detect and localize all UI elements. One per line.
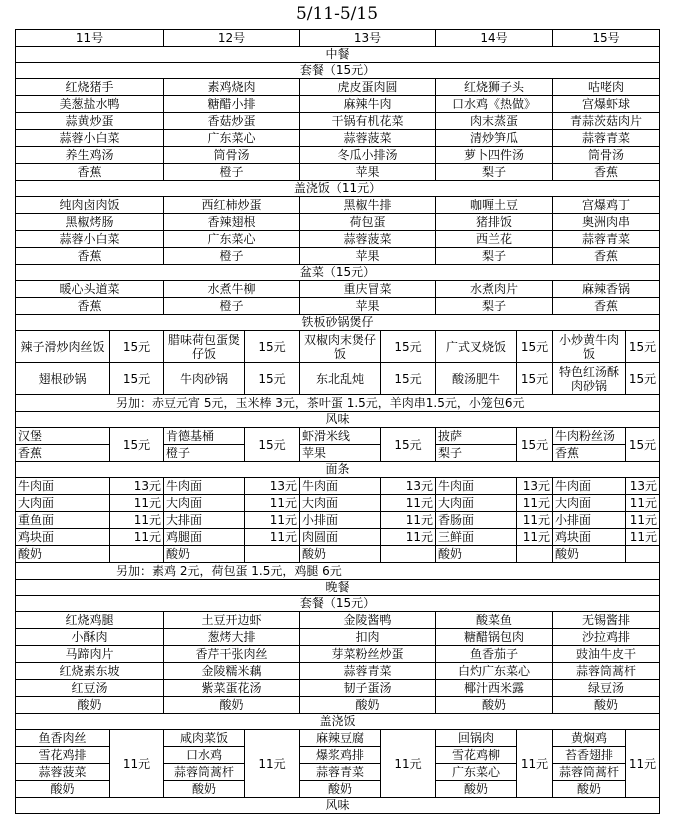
dish-cell: 咸肉菜饭 (164, 730, 245, 747)
dish-cell: 腊味荷包蛋煲仔饭 (164, 331, 245, 363)
dish-cell: 酸奶 (553, 546, 626, 563)
lunch-basin-row (16, 281, 660, 298)
iron-note-row (16, 395, 660, 412)
dish-cell: 大肉面 (553, 495, 626, 512)
section-header-row (16, 47, 660, 63)
dish-cell: 牛肉粉丝汤 (553, 428, 626, 445)
menu-item-cell: 筒骨汤 (553, 147, 660, 164)
price-cell: 13元 (110, 478, 164, 495)
price-cell: 11元 (110, 495, 164, 512)
price-cell: 13元 (381, 478, 436, 495)
menu-item-cell: 西兰花 (436, 231, 553, 248)
menu-item-cell: 蒜蓉菠菜 (300, 130, 436, 147)
price-cell: 11元 (245, 529, 300, 546)
menu-item-cell: 香菇炒蛋 (164, 113, 300, 130)
section-header-row (16, 798, 660, 814)
price-cell: 11元 (245, 730, 300, 798)
dish-cell: 苔香翅排 (553, 747, 626, 764)
noodle-row (16, 495, 660, 512)
price-cell: 11元 (626, 529, 660, 546)
menu-item-cell: 麻辣香锅 (553, 281, 660, 298)
dish-cell: 牛肉砂锅 (164, 363, 245, 395)
price-cell: 15元 (381, 331, 436, 363)
price-cell: 15元 (626, 428, 660, 462)
menu-item-cell: 橙子 (164, 248, 300, 265)
menu-item-cell: 酸奶 (16, 697, 164, 714)
noodle-row (16, 478, 660, 495)
price-cell: 15元 (245, 363, 300, 395)
section-header: 风味 (16, 412, 660, 428)
empty-cell (110, 546, 164, 563)
lunch-rice-row (16, 197, 660, 214)
menu-item-cell: 黑椒牛排 (300, 197, 436, 214)
menu-item-cell: 猪排饭 (436, 214, 553, 231)
menu-item-cell: 水煮肉片 (436, 281, 553, 298)
dish-cell: 爆浆鸡排 (300, 747, 381, 764)
menu-item-cell: 红豆汤 (16, 680, 164, 697)
menu-item-cell: 蒜蓉小白菜 (16, 231, 164, 248)
menu-item-cell: 芽菜粉丝炒蛋 (300, 646, 436, 663)
section-header: 套餐（15元） (16, 596, 660, 612)
menu-item-cell: 梨子 (436, 298, 553, 315)
dish-cell: 肯德基桶 (164, 428, 245, 445)
dish-cell: 大肉面 (436, 495, 517, 512)
dish-cell: 苹果 (300, 445, 381, 462)
price-cell: 11元 (626, 730, 660, 798)
menu-item-cell: 苹果 (300, 298, 436, 315)
section-header-row (16, 580, 660, 596)
price-cell: 15元 (626, 331, 660, 363)
menu-item-cell: 橙子 (164, 298, 300, 315)
dish-cell: 鸡块面 (553, 529, 626, 546)
menu-item-cell: 香蕉 (16, 298, 164, 315)
price-cell: 15元 (517, 363, 553, 395)
section-header-row (16, 63, 660, 79)
menu-item-cell: 荷包蛋 (300, 214, 436, 231)
price-cell: 11元 (517, 529, 553, 546)
price-cell: 11元 (110, 730, 164, 798)
dish-cell: 辣子滑炒肉丝饭 (16, 331, 110, 363)
menu-item-cell: 豉油牛皮干 (553, 646, 660, 663)
weekly-menu-table (15, 29, 660, 814)
menu-item-cell: 蒜蓉小白菜 (16, 130, 164, 147)
menu-item-cell: 无锡酱排 (553, 612, 660, 629)
lunch-rice-row (16, 248, 660, 265)
day-header: 14号 (436, 30, 553, 47)
menu-item-cell: 黑椒烤肠 (16, 214, 164, 231)
section-header-row (16, 265, 660, 281)
price-cell: 15元 (381, 363, 436, 395)
menu-item-cell: 蒜蓉青菜 (300, 663, 436, 680)
dish-cell: 广东菜心 (436, 764, 517, 781)
menu-item-cell: 西红柿炒蛋 (164, 197, 300, 214)
menu-item-cell: 香辣翅根 (164, 214, 300, 231)
dish-cell: 大肉面 (16, 495, 110, 512)
price-cell: 11元 (517, 730, 553, 798)
menu-title: 5/11-5/15 (295, 4, 379, 24)
price-cell: 11元 (110, 529, 164, 546)
day-header: 12号 (164, 30, 300, 47)
price-cell: 13元 (626, 478, 660, 495)
price-cell: 11元 (381, 512, 436, 529)
menu-item-cell: 蒜蓉筒蒿杆 (553, 663, 660, 680)
extra-note: 另加：赤豆元宵 5元，玉米棒 3元，茶叶蛋 1.5元，羊肉串1.5元，小笼包6元 (16, 395, 660, 412)
dish-cell: 广式叉烧饭 (436, 331, 517, 363)
dish-cell: 酸奶 (436, 781, 517, 798)
dinner-set-row (16, 646, 660, 663)
menu-item-cell: 口水鸡《热做》 (436, 96, 553, 113)
dish-cell: 酸奶 (164, 546, 245, 563)
price-cell: 15元 (245, 428, 300, 462)
dish-cell: 香蕉 (553, 445, 626, 462)
menu-item-cell: 沙拉鸡排 (553, 629, 660, 646)
day-header: 15号 (553, 30, 660, 47)
section-header-row (16, 462, 660, 478)
dish-cell: 牛肉面 (164, 478, 245, 495)
day-header: 11号 (16, 30, 164, 47)
menu-item-cell: 绿豆汤 (553, 680, 660, 697)
section-header-row (16, 315, 660, 331)
dish-cell: 酸汤肥牛 (436, 363, 517, 395)
menu-item-cell: 青蒜茨菇肉片 (553, 113, 660, 130)
menu-item-cell: 鱼香茄子 (436, 646, 553, 663)
menu-item-cell: 酸菜鱼 (436, 612, 553, 629)
price-cell: 11元 (626, 512, 660, 529)
menu-item-cell: 筒骨汤 (164, 147, 300, 164)
section-header: 晚餐 (16, 580, 660, 596)
dish-cell: 汉堡 (16, 428, 110, 445)
empty-cell (245, 546, 300, 563)
dish-cell: 酸奶 (16, 781, 110, 798)
price-cell: 11元 (381, 529, 436, 546)
price-cell: 11元 (517, 512, 553, 529)
dish-cell: 特色红汤酥肉砂锅 (553, 363, 626, 395)
menu-item-cell: 广东菜心 (164, 231, 300, 248)
menu-item-cell: 养生鸡汤 (16, 147, 164, 164)
price-cell: 11元 (626, 495, 660, 512)
price-cell: 11元 (245, 512, 300, 529)
day-header: 13号 (300, 30, 436, 47)
menu-item-cell: 小酥肉 (16, 629, 164, 646)
empty-cell (517, 546, 553, 563)
dish-cell: 小排面 (553, 512, 626, 529)
menu-item-cell: 香芹干张肉丝 (164, 646, 300, 663)
iron-row (16, 331, 660, 363)
dinner-set-row (16, 629, 660, 646)
dinner-set-row (16, 680, 660, 697)
dinner-set-row (16, 612, 660, 629)
dish-cell: 牛肉面 (300, 478, 381, 495)
dish-cell: 三鲜面 (436, 529, 517, 546)
dish-cell: 牛肉面 (553, 478, 626, 495)
price-cell: 13元 (245, 478, 300, 495)
price-cell: 15元 (110, 428, 164, 462)
section-header-row (16, 412, 660, 428)
menu-item-cell: 干锅有机花菜 (300, 113, 436, 130)
dish-cell: 小排面 (300, 512, 381, 529)
menu-item-cell: 咖喱土豆 (436, 197, 553, 214)
menu-item-cell: 冬瓜小排汤 (300, 147, 436, 164)
dish-cell: 酸奶 (16, 546, 110, 563)
dish-cell: 雪花鸡柳 (436, 747, 517, 764)
menu-item-cell: 梨子 (436, 164, 553, 181)
menu-item-cell: 红烧鸡腿 (16, 612, 164, 629)
dish-cell: 大肉面 (300, 495, 381, 512)
price-cell: 15元 (381, 428, 436, 462)
section-header-row (16, 181, 660, 197)
iron-row (16, 363, 660, 395)
price-cell: 15元 (110, 363, 164, 395)
dish-cell: 酸奶 (164, 781, 245, 798)
dish-cell: 橙子 (164, 445, 245, 462)
lunch-set-row (16, 164, 660, 181)
menu-item-cell: 金陵酱鸭 (300, 612, 436, 629)
dish-cell: 重鱼面 (16, 512, 110, 529)
dish-cell: 麻辣豆腐 (300, 730, 381, 747)
section-header: 盆菜（15元） (16, 265, 660, 281)
menu-item-cell: 苹果 (300, 164, 436, 181)
noodle-row (16, 529, 660, 546)
menu-item-cell: 糖醋锅包肉 (436, 629, 553, 646)
dish-cell: 蒜蓉筒蒿杆 (553, 764, 626, 781)
menu-item-cell: 红烧狮子头 (436, 79, 553, 96)
price-cell: 11元 (110, 512, 164, 529)
price-cell: 15元 (626, 363, 660, 395)
section-header-row (16, 596, 660, 612)
menu-item-cell: 咕咾肉 (553, 79, 660, 96)
menu-item-cell: 美葱盐水鸭 (16, 96, 164, 113)
menu-item-cell: 肉末蒸蛋 (436, 113, 553, 130)
menu-item-cell: 橙子 (164, 164, 300, 181)
menu-item-cell: 红烧素东坡 (16, 663, 164, 680)
menu-item-cell: 紫菜蛋花汤 (164, 680, 300, 697)
dish-cell: 雪花鸡排 (16, 747, 110, 764)
price-cell: 15元 (517, 428, 553, 462)
menu-item-cell: 素鸡烧肉 (164, 79, 300, 96)
menu-item-cell: 水煮牛柳 (164, 281, 300, 298)
menu-item-cell: 香蕉 (16, 248, 164, 265)
dinner-rice-row (16, 730, 660, 747)
menu-item-cell: 奥洲肉串 (553, 214, 660, 231)
lunch-basin-row (16, 298, 660, 315)
menu-item-cell: 香蕉 (16, 164, 164, 181)
dish-cell: 口水鸡 (164, 747, 245, 764)
lunch-set-row (16, 113, 660, 130)
dish-cell: 东北乱炖 (300, 363, 381, 395)
day-header-row (16, 30, 660, 47)
yogurt-row (16, 546, 660, 563)
price-cell: 11元 (245, 495, 300, 512)
price-cell: 13元 (517, 478, 553, 495)
dish-cell: 黄焖鸡 (553, 730, 626, 747)
menu-item-cell: 虎皮蛋肉圆 (300, 79, 436, 96)
menu-item-cell: 酸奶 (553, 697, 660, 714)
menu-item-cell: 纯肉卤肉饭 (16, 197, 164, 214)
price-cell: 11元 (381, 495, 436, 512)
dinner-set-row (16, 663, 660, 680)
menu-item-cell: 香蕉 (553, 164, 660, 181)
section-header: 铁板砂锅煲仔 (16, 315, 660, 331)
menu-item-cell: 糖醋小排 (164, 96, 300, 113)
dish-cell: 披萨 (436, 428, 517, 445)
section-header-row (16, 714, 660, 730)
dish-cell: 蒜蓉筒蒿杆 (164, 764, 245, 781)
dish-cell: 肉圆面 (300, 529, 381, 546)
menu-item-cell: 扣肉 (300, 629, 436, 646)
price-cell: 11元 (517, 495, 553, 512)
dish-cell: 酸奶 (436, 546, 517, 563)
menu-item-cell: 宫爆鸡丁 (553, 197, 660, 214)
lunch-set-row (16, 130, 660, 147)
menu-item-cell: 蒜蓉菠菜 (300, 231, 436, 248)
menu-item-cell: 土豆开边虾 (164, 612, 300, 629)
section-header: 中餐 (16, 47, 660, 63)
menu-item-cell: 蒜黄炒蛋 (16, 113, 164, 130)
dish-cell: 香肠面 (436, 512, 517, 529)
flavor-row (16, 428, 660, 445)
lunch-rice-row (16, 231, 660, 248)
dish-cell: 酸奶 (300, 546, 381, 563)
menu-item-cell: 重庆冒菜 (300, 281, 436, 298)
menu-item-cell: 苹果 (300, 248, 436, 265)
empty-cell (381, 546, 436, 563)
dish-cell: 鸡腿面 (164, 529, 245, 546)
empty-cell (626, 546, 660, 563)
menu-item-cell: 金陵糯米藕 (164, 663, 300, 680)
menu-item-cell: 酸奶 (300, 697, 436, 714)
menu-item-cell: 麻辣牛肉 (300, 96, 436, 113)
dish-cell: 鱼香肉丝 (16, 730, 110, 747)
section-header: 套餐（15元） (16, 63, 660, 79)
lunch-set-row (16, 147, 660, 164)
dish-cell: 虾滑米线 (300, 428, 381, 445)
menu-body (16, 30, 660, 814)
noodle-row (16, 512, 660, 529)
price-cell: 15元 (110, 331, 164, 363)
menu-item-cell: 白灼广东菜心 (436, 663, 553, 680)
noodle-note-row (16, 563, 660, 580)
dish-cell: 酸奶 (300, 781, 381, 798)
dish-cell: 大肉面 (164, 495, 245, 512)
dish-cell: 酸奶 (553, 781, 626, 798)
dish-cell: 牛肉面 (16, 478, 110, 495)
menu-item-cell: 蒜蓉青菜 (553, 130, 660, 147)
dish-cell: 大排面 (164, 512, 245, 529)
menu-item-cell: 酸奶 (164, 697, 300, 714)
dish-cell: 牛肉面 (436, 478, 517, 495)
menu-item-cell: 椰汁西米露 (436, 680, 553, 697)
dish-cell: 翅根砂锅 (16, 363, 110, 395)
section-header: 盖浇饭（11元） (16, 181, 660, 197)
menu-item-cell: 香蕉 (553, 298, 660, 315)
menu-item-cell: 葱烤大排 (164, 629, 300, 646)
menu-item-cell: 香蕉 (553, 248, 660, 265)
menu-item-cell: 马蹄肉片 (16, 646, 164, 663)
menu-item-cell: 蒜蓉青菜 (553, 231, 660, 248)
section-header: 面条 (16, 462, 660, 478)
menu-item-cell: 暖心头道菜 (16, 281, 164, 298)
menu-item-cell: 韧子蛋汤 (300, 680, 436, 697)
menu-item-cell: 广东菜心 (164, 130, 300, 147)
dinner-set-row (16, 697, 660, 714)
dish-cell: 双椒肉末煲仔饭 (300, 331, 381, 363)
section-header: 风味 (16, 798, 660, 814)
menu-item-cell: 梨子 (436, 248, 553, 265)
menu-item-cell: 宫爆虾球 (553, 96, 660, 113)
menu-item-cell: 萝卜四件汤 (436, 147, 553, 164)
dish-cell: 蒜蓉青菜 (300, 764, 381, 781)
lunch-set-row (16, 96, 660, 113)
menu-item-cell: 清炒笋瓜 (436, 130, 553, 147)
dish-cell: 蒜蓉菠菜 (16, 764, 110, 781)
price-cell: 11元 (381, 730, 436, 798)
dish-cell: 梨子 (436, 445, 517, 462)
lunch-set-row (16, 79, 660, 96)
price-cell: 15元 (245, 331, 300, 363)
menu-item-cell: 酸奶 (436, 697, 553, 714)
section-header: 盖浇饭 (16, 714, 660, 730)
lunch-rice-row (16, 214, 660, 231)
extra-note: 另加：素鸡 2元，荷包蛋 1.5元，鸡腿 6元 (16, 563, 660, 580)
dish-cell: 回锅肉 (436, 730, 517, 747)
dish-cell: 鸡块面 (16, 529, 110, 546)
dish-cell: 香蕉 (16, 445, 110, 462)
dish-cell: 小炒黄牛肉饭 (553, 331, 626, 363)
price-cell: 15元 (517, 331, 553, 363)
menu-item-cell: 红烧猪手 (16, 79, 164, 96)
